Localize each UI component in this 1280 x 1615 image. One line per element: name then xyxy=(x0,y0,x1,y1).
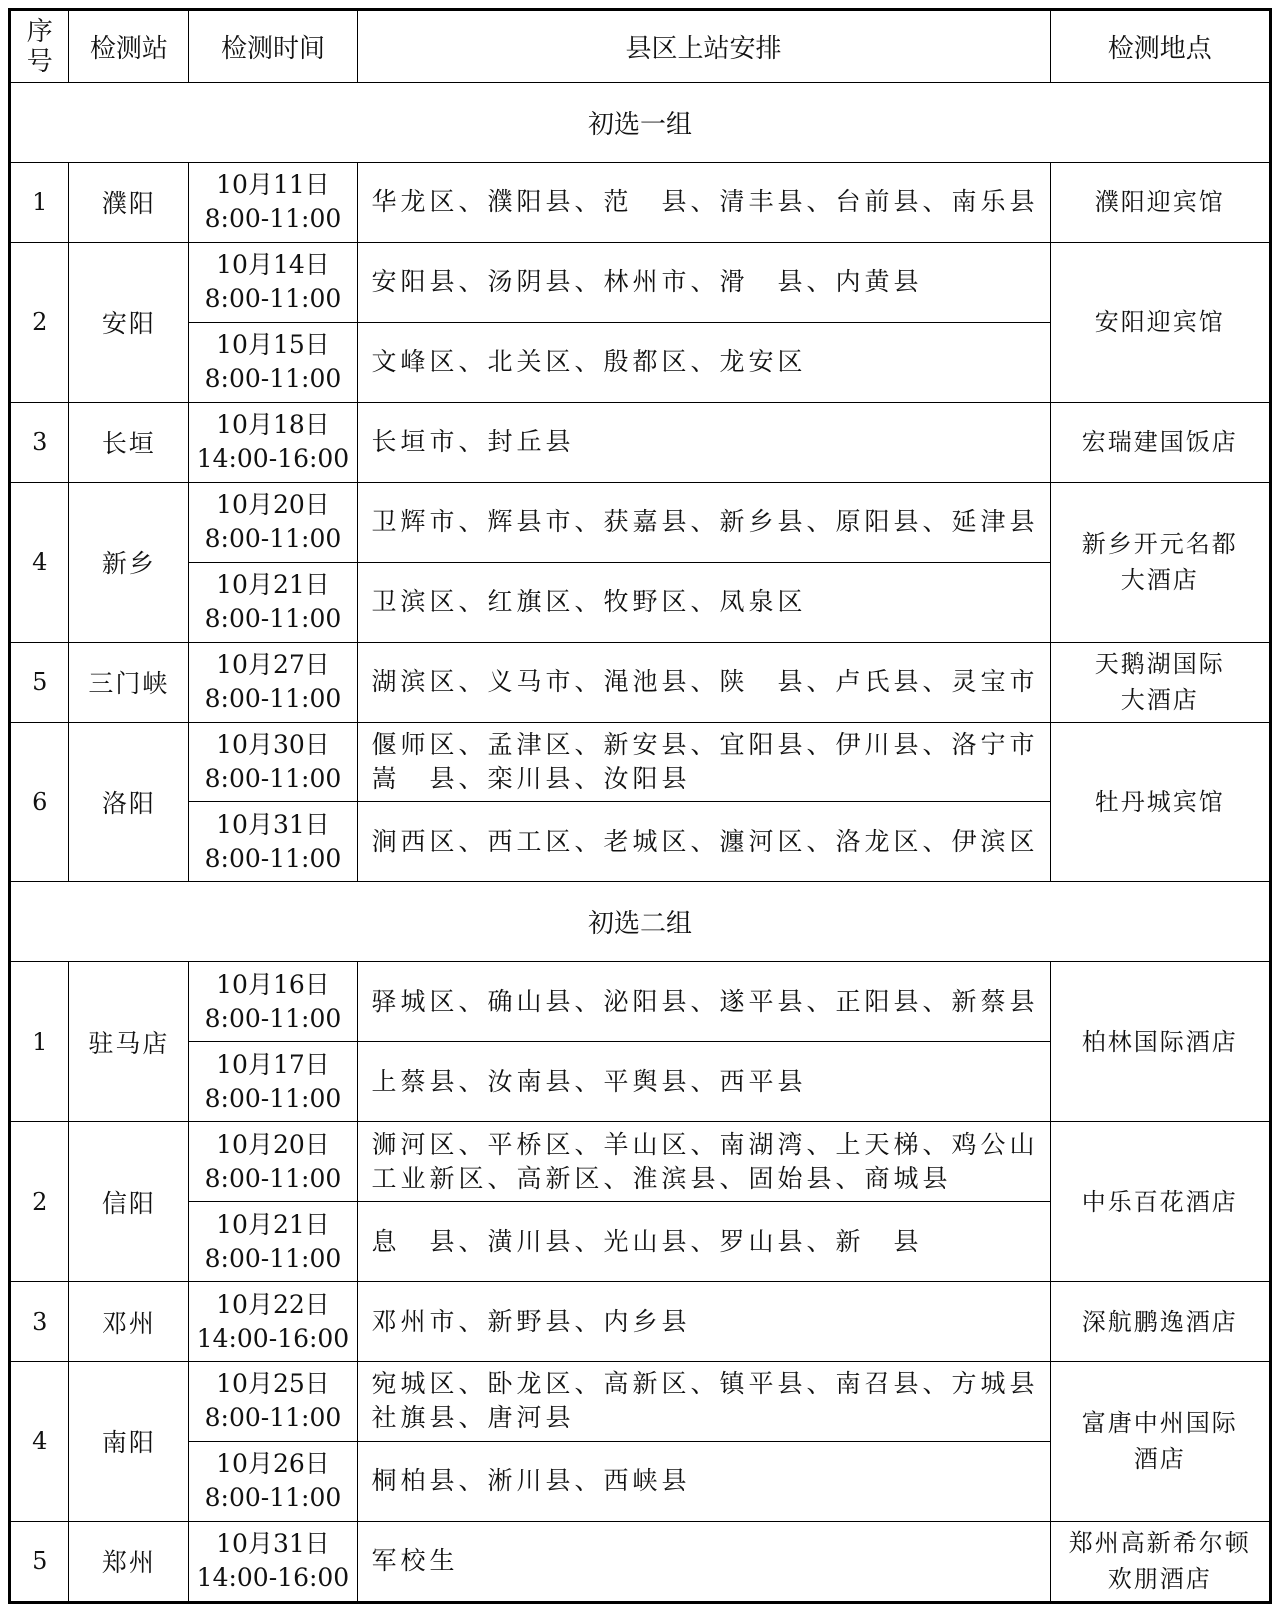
county-line: 长垣市、封丘县 xyxy=(371,427,575,457)
session-date: 10月11日 xyxy=(216,170,330,200)
station-name: 三门峡 xyxy=(69,642,189,722)
session-date: 10月31日 xyxy=(216,809,330,839)
station-name: 新乡 xyxy=(69,482,189,642)
session-hours: 8:00-11:00 xyxy=(204,1083,342,1113)
header-counties: 县区上站安排 xyxy=(357,11,1050,83)
group-title: 初选一组 xyxy=(11,83,1270,163)
schedule-sheet xyxy=(8,8,1272,1604)
station-name: 安阳 xyxy=(69,242,189,402)
session-time xyxy=(189,1042,357,1122)
session-time xyxy=(189,162,357,242)
station-name: 郑州 xyxy=(69,1521,189,1601)
venue-name xyxy=(1050,962,1269,1122)
county-line: 驿城区、确山县、泌阳县、遂平县、正阳县、新蔡县 xyxy=(371,986,1039,1016)
session-time xyxy=(189,322,357,402)
group-row xyxy=(11,882,1270,962)
venue-name xyxy=(1050,1282,1269,1362)
venue-name xyxy=(1050,1362,1269,1522)
session-counties xyxy=(357,1202,1050,1282)
session-time xyxy=(189,1202,357,1282)
venue-line: 安阳迎宾馆 xyxy=(1094,308,1225,337)
header-station: 检测站 xyxy=(69,11,189,83)
venue-line: 宏瑞建国饭店 xyxy=(1081,428,1238,457)
group-row xyxy=(11,83,1270,163)
row-number: 4 xyxy=(11,1362,69,1522)
session-counties xyxy=(357,242,1050,322)
session-hours: 8:00-11:00 xyxy=(204,204,342,234)
header-venue: 检测地点 xyxy=(1050,11,1269,83)
session-date: 10月16日 xyxy=(216,969,330,999)
venue-name xyxy=(1050,722,1269,882)
table-row xyxy=(11,1362,1270,1442)
session-counties xyxy=(357,962,1050,1042)
session-time xyxy=(189,962,357,1042)
county-line: 嵩 县、栾川县、汝阳县 xyxy=(371,763,691,793)
session-time xyxy=(189,1122,357,1202)
county-line: 社旗县、唐河县 xyxy=(371,1403,575,1433)
session-counties xyxy=(357,162,1050,242)
session-counties xyxy=(357,642,1050,722)
session-counties xyxy=(357,802,1050,882)
header-time: 检测时间 xyxy=(189,11,357,83)
session-counties xyxy=(357,1122,1050,1202)
row-number: 2 xyxy=(11,1122,69,1282)
venue-line: 大酒店 xyxy=(1120,566,1199,595)
session-time xyxy=(189,482,357,562)
header-seq-line: 序 xyxy=(26,16,53,47)
table-row xyxy=(11,162,1270,242)
session-hours: 8:00-11:00 xyxy=(204,1003,342,1033)
session-time xyxy=(189,722,357,802)
session-hours: 8:00-11:00 xyxy=(204,604,342,634)
county-line: 涧西区、西工区、老城区、瀍河区、洛龙区、伊滨区 xyxy=(371,826,1039,856)
county-line: 华龙区、濮阳县、范 县、清丰县、台前县、南乐县 xyxy=(371,187,1039,217)
session-hours: 14:00-16:00 xyxy=(196,1323,350,1353)
table-row xyxy=(11,722,1270,802)
station-name: 驻马店 xyxy=(69,962,189,1122)
station-name: 长垣 xyxy=(69,402,189,482)
session-time xyxy=(189,242,357,322)
row-number: 6 xyxy=(11,722,69,882)
county-line: 卫辉市、辉县市、获嘉县、新乡县、原阳县、延津县 xyxy=(371,507,1039,537)
session-time xyxy=(189,802,357,882)
session-hours: 8:00-11:00 xyxy=(204,1403,342,1433)
session-counties xyxy=(357,1441,1050,1521)
session-date: 10月26日 xyxy=(216,1449,330,1479)
session-date: 10月20日 xyxy=(216,490,330,520)
session-counties xyxy=(357,1282,1050,1362)
county-line: 军校生 xyxy=(371,1546,459,1576)
row-number: 5 xyxy=(11,1521,69,1601)
session-hours: 8:00-11:00 xyxy=(204,843,342,873)
county-line: 偃师区、孟津区、新安县、宜阳县、伊川县、洛宁市 xyxy=(371,729,1039,759)
station-name: 南阳 xyxy=(69,1362,189,1522)
session-date: 10月22日 xyxy=(216,1289,330,1319)
session-hours: 14:00-16:00 xyxy=(196,444,350,474)
schedule-table xyxy=(10,10,1270,1602)
table-row xyxy=(11,1282,1270,1362)
venue-line: 欢朋酒店 xyxy=(1107,1565,1212,1594)
header-seq xyxy=(11,11,69,83)
session-counties xyxy=(357,1042,1050,1122)
session-date: 10月17日 xyxy=(216,1049,330,1079)
venue-name xyxy=(1050,162,1269,242)
session-time xyxy=(189,562,357,642)
session-date: 10月15日 xyxy=(216,330,330,360)
session-hours: 8:00-11:00 xyxy=(204,1163,342,1193)
session-hours: 14:00-16:00 xyxy=(196,1563,350,1593)
county-line: 桐柏县、淅川县、西峡县 xyxy=(371,1466,691,1496)
session-time xyxy=(189,1521,357,1601)
venue-name xyxy=(1050,242,1269,402)
station-name: 濮阳 xyxy=(69,162,189,242)
venue-line: 柏林国际酒店 xyxy=(1081,1027,1238,1056)
table-row xyxy=(11,1521,1270,1601)
session-date: 10月27日 xyxy=(216,650,330,680)
session-counties xyxy=(357,482,1050,562)
row-number: 2 xyxy=(11,242,69,402)
schedule-body xyxy=(11,83,1270,1602)
row-number: 1 xyxy=(11,962,69,1122)
venue-line: 大酒店 xyxy=(1120,686,1199,715)
county-line: 工业新区、高新区、淮滨县、固始县、商城县 xyxy=(371,1163,952,1193)
session-time xyxy=(189,642,357,722)
session-counties xyxy=(357,1362,1050,1442)
venue-name xyxy=(1050,402,1269,482)
session-time xyxy=(189,1282,357,1362)
table-row xyxy=(11,642,1270,722)
table-row xyxy=(11,402,1270,482)
venue-line: 中乐百花酒店 xyxy=(1081,1187,1238,1216)
session-date: 10月31日 xyxy=(216,1529,330,1559)
county-line: 上蔡县、汝南县、平舆县、西平县 xyxy=(371,1066,807,1096)
session-date: 10月30日 xyxy=(216,729,330,759)
county-line: 湖滨区、义马市、渑池县、陕 县、卢氏县、灵宝市 xyxy=(371,667,1039,697)
row-number: 1 xyxy=(11,162,69,242)
station-name: 信阳 xyxy=(69,1122,189,1282)
session-date: 10月21日 xyxy=(216,570,330,600)
venue-line: 富唐中州国际 xyxy=(1081,1409,1238,1438)
row-number: 3 xyxy=(11,1282,69,1362)
group-title: 初选二组 xyxy=(11,882,1270,962)
header-row xyxy=(11,11,1270,83)
venue-line: 郑州高新希尔顿 xyxy=(1068,1529,1251,1558)
session-hours: 8:00-11:00 xyxy=(204,1483,342,1513)
venue-name xyxy=(1050,482,1269,642)
session-date: 10月21日 xyxy=(216,1209,330,1239)
session-date: 10月14日 xyxy=(216,250,330,280)
session-counties xyxy=(357,562,1050,642)
county-line: 宛城区、卧龙区、高新区、镇平县、南召县、方城县 xyxy=(371,1369,1039,1399)
session-hours: 8:00-11:00 xyxy=(204,763,342,793)
county-line: 卫滨区、红旗区、牧野区、凤泉区 xyxy=(371,587,807,617)
header-seq-line: 号 xyxy=(26,46,53,77)
session-date: 10月25日 xyxy=(216,1369,330,1399)
row-number: 5 xyxy=(11,642,69,722)
venue-name xyxy=(1050,1122,1269,1282)
station-name: 邓州 xyxy=(69,1282,189,1362)
venue-line: 新乡开元名都 xyxy=(1081,530,1238,559)
row-number: 4 xyxy=(11,482,69,642)
county-line: 安阳县、汤阴县、林州市、滑 县、内黄县 xyxy=(371,267,923,297)
venue-line: 濮阳迎宾馆 xyxy=(1094,188,1225,217)
venue-line: 酒店 xyxy=(1133,1445,1186,1474)
table-row xyxy=(11,1122,1270,1202)
session-time xyxy=(189,1362,357,1442)
session-hours: 8:00-11:00 xyxy=(204,524,342,554)
session-hours: 8:00-11:00 xyxy=(204,284,342,314)
session-counties xyxy=(357,1521,1050,1601)
venue-line: 深航鹏逸酒店 xyxy=(1081,1307,1238,1336)
session-counties xyxy=(357,722,1050,802)
table-row xyxy=(11,242,1270,322)
session-time xyxy=(189,1441,357,1521)
venue-name xyxy=(1050,642,1269,722)
session-hours: 8:00-11:00 xyxy=(204,684,342,714)
venue-name xyxy=(1050,1521,1269,1601)
session-date: 10月20日 xyxy=(216,1129,330,1159)
county-line: 邓州市、新野县、内乡县 xyxy=(371,1306,691,1336)
county-line: 息 县、潢川县、光山县、罗山县、新 县 xyxy=(371,1226,923,1256)
county-line: 浉河区、平桥区、羊山区、南湖湾、上天梯、鸡公山 xyxy=(371,1129,1039,1159)
venue-line: 天鹅湖国际 xyxy=(1094,650,1225,679)
county-line: 文峰区、北关区、殷都区、龙安区 xyxy=(371,347,807,377)
session-hours: 8:00-11:00 xyxy=(204,1243,342,1273)
session-date: 10月18日 xyxy=(216,410,330,440)
row-number: 3 xyxy=(11,402,69,482)
session-hours: 8:00-11:00 xyxy=(204,364,342,394)
session-time xyxy=(189,402,357,482)
table-row xyxy=(11,482,1270,562)
session-counties xyxy=(357,322,1050,402)
session-counties xyxy=(357,402,1050,482)
venue-line: 牡丹城宾馆 xyxy=(1094,787,1225,816)
table-row xyxy=(11,962,1270,1042)
station-name: 洛阳 xyxy=(69,722,189,882)
